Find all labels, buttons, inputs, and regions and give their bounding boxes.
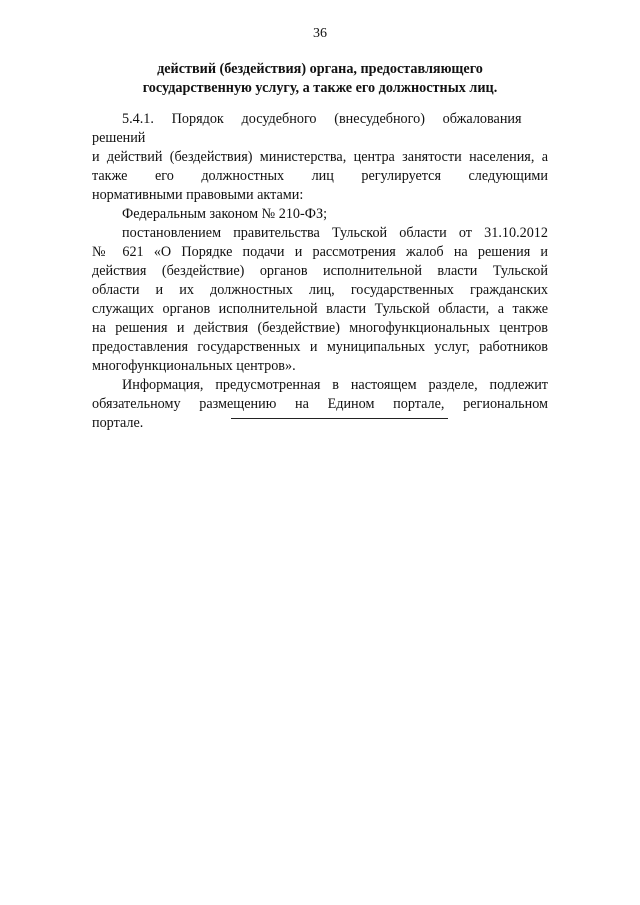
paragraph-resolution [92, 224, 548, 376]
document-body [92, 110, 548, 433]
text-line: Федеральным законом № 210-ФЗ; [122, 206, 328, 222]
text-line: действия (бездействие) органов исполнительной власти Тульской [92, 263, 548, 279]
text-line: также его должностных лиц регулируется следующими [92, 168, 548, 184]
section-heading [92, 60, 548, 98]
text-line: нормативными правовыми актами: [92, 187, 304, 203]
text-line: области и их должностных лиц, государственных гражданских [92, 282, 548, 298]
text-line: многофункциональных центров». [92, 358, 296, 374]
text-line: и действий (бездействия) министерства, центра занятости населения, а [92, 149, 548, 165]
paragraph-federal-law [92, 205, 548, 224]
text-line: постановлением правительства Тульской области от 31.10.2012 [122, 225, 548, 241]
text-line: обязательному размещению на Едином портале, региональном [92, 396, 548, 412]
text-line: на решения и действия (бездействие) многофункциональных центров [92, 320, 548, 336]
text-line: портале. [92, 415, 144, 431]
paragraph-5-4-1 [92, 110, 548, 205]
text-line: решений [92, 130, 146, 146]
text-line: Информация, предусмотренная в настоящем разделе, подлежит [122, 377, 548, 393]
heading-line: государственную услугу, а также его должностных лиц. [142, 80, 498, 96]
end-rule [231, 418, 448, 419]
paragraph-information [92, 376, 548, 433]
text-line: № 621 «О Порядке подачи и рассмотрения жалоб на решения и [92, 244, 548, 260]
page-number: 36 [313, 26, 327, 41]
text-line: предоставления государственных и муниципальных услуг, работников [92, 339, 548, 355]
text-line: служащих органов исполнительной власти Тульской области, а также [92, 301, 548, 317]
text-line: 5.4.1. Порядок досудебного (внесудебного) обжалования [122, 111, 522, 127]
heading-line: действий (бездействия) органа, предоставляющего [157, 61, 483, 77]
